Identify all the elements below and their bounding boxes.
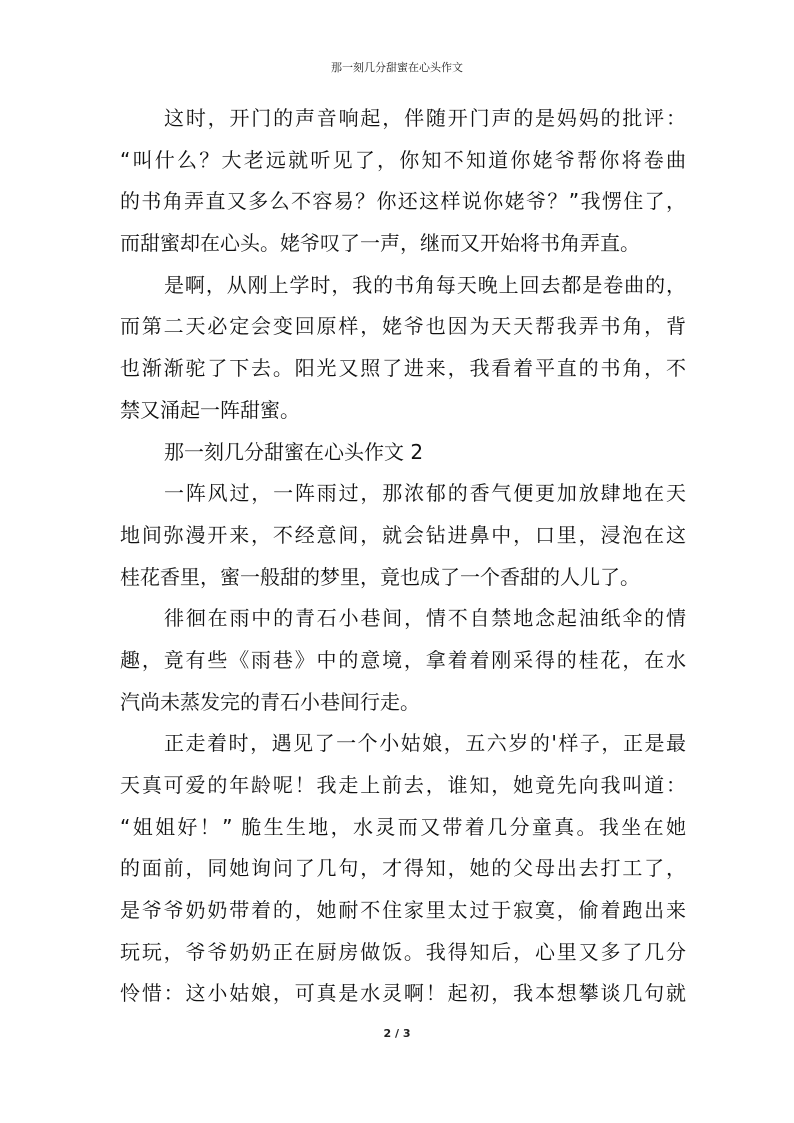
text-line: 而甜蜜却在心头。姥爷叹了一声，继而又开始将书角弄直。 bbox=[120, 231, 640, 256]
text-line: 的书角弄直又多么不容易？你还这样说你姥爷？”我愣住了， bbox=[120, 189, 686, 214]
document-body bbox=[120, 98, 686, 1015]
text-line: 徘徊在雨中的青石小巷间，情不自禁地念起油纸伞的情 bbox=[164, 606, 686, 631]
page-header-title: 那一刻几分甜蜜在心头作文 bbox=[331, 61, 463, 74]
text-line: 正走着时，遇见了一个小姑娘，五六岁的'样子，正是最 bbox=[164, 731, 686, 756]
text-line: 趣，竟有些《雨巷》中的意境，拿着着刚采得的桂花，在水 bbox=[120, 647, 686, 672]
text-line: 禁又涌起一阵甜蜜。 bbox=[120, 397, 300, 422]
text-line: 汽尚未蒸发完的青石小巷间行走。 bbox=[120, 689, 420, 714]
text-line: 怜惜：这小姑娘，可真是水灵啊！起初，我本想攀谈几句就 bbox=[120, 981, 686, 1006]
text-line: 地间弥漫开来，不经意间，就会钻进鼻中，口里，浸泡在这 bbox=[120, 522, 686, 547]
text-line: 这时，开门的声音响起，伴随开门声的是妈妈的批评： bbox=[164, 106, 686, 130]
text-line: 桂花香里，蜜一般甜的梦里，竟也成了一个香甜的人儿了。 bbox=[120, 564, 640, 589]
text-line: 而第二天必定会变回原样，姥爷也因为天天帮我弄书角，背 bbox=[120, 314, 686, 339]
text-line: 是爷爷奶奶带着的，她耐不住家里太过于寂寞，偷着跑出来 bbox=[120, 898, 686, 923]
section-heading: 那一刻几分甜蜜在心头作文 2 bbox=[164, 439, 424, 464]
text-line: 玩玩，爷爷奶奶正在厨房做饭。我得知后，心里又多了几分 bbox=[120, 939, 686, 964]
text-line: 是啊，从刚上学时，我的书角每天晚上回去都是卷曲的， bbox=[164, 272, 686, 297]
text-line: 天真可爱的年龄呢！我走上前去，谁知，她竟先向我叫道： bbox=[120, 773, 686, 797]
text-line: 的面前，同她询问了几句，才得知，她的父母出去打工了， bbox=[120, 856, 686, 881]
text-line: “姐姐好！” 脆生生地，水灵而又带着几分童真。我坐在她 bbox=[120, 814, 686, 839]
text-line: 也渐渐驼了下去。阳光又照了进来，我看着平直的书角，不 bbox=[120, 356, 686, 381]
text-line: “叫什么？大老远就听见了，你知不知道你姥爷帮你将卷曲 bbox=[120, 147, 686, 172]
text-line: 一阵风过，一阵雨过，那浓郁的香气便更加放肆地在天 bbox=[164, 481, 686, 506]
page-number: 2 / 3 bbox=[383, 1027, 411, 1040]
